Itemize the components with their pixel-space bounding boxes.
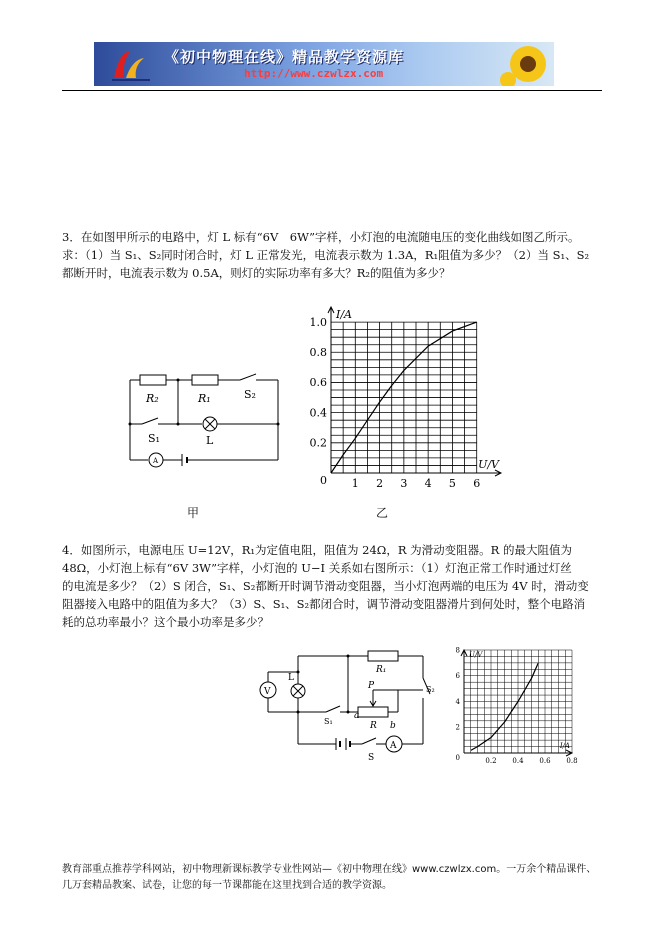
label-s1: S₁ — [324, 717, 333, 726]
q3-text — [62, 228, 607, 282]
y-tick-label: 1.0 — [309, 315, 327, 329]
x-tick-label: 2 — [376, 477, 384, 490]
y-tick-label: 4 — [455, 697, 460, 706]
y-axis-label: U/V — [469, 651, 483, 659]
label-s2: S₂ — [244, 388, 256, 401]
caption-yi: 乙 — [376, 506, 389, 520]
y-tick-label: 0.6 — [309, 376, 327, 390]
label-voltmeter: V — [264, 687, 271, 697]
site-title: 《初中物理在线》精品教学资源库 — [164, 48, 405, 66]
site-logo — [110, 48, 154, 82]
x-axis-label: I/A — [559, 742, 570, 750]
x-axis-label: U/V — [478, 458, 499, 471]
q4-line: 阻器接入电路中的阻值为多大？（3）S、S₁、S₂都闭合时，调节滑动变阻器滑片到何处时，整个电路消 — [62, 597, 586, 611]
chart-voltage-current — [444, 640, 594, 768]
q4-text — [62, 541, 607, 631]
label-r1: R₁ — [376, 665, 387, 675]
q4-line: 48Ω，小灯泡上标有“6V 3W”字样，小灯泡的 U−I 关系如右图所示：（1）灯泡正常工作时通过灯丝 — [62, 561, 572, 575]
site-url[interactable]: http://www.czwlzx.com — [244, 67, 384, 80]
chart-current-voltage — [300, 296, 500, 496]
label-p: P — [368, 681, 375, 691]
label-a: a — [354, 711, 360, 721]
x-tick-label: 0.2 — [485, 757, 497, 765]
circuit-diagram-jia — [126, 368, 286, 478]
y-tick-label: 8 — [455, 646, 460, 655]
header-banner — [94, 42, 554, 86]
origin-label: 0 — [320, 474, 327, 487]
label-b: b — [390, 721, 396, 731]
y-tick-label: 2 — [455, 723, 460, 732]
caption-jia: 甲 — [187, 506, 200, 520]
y-tick-label: 0.2 — [309, 436, 327, 450]
label-r1: R₁ — [198, 392, 211, 405]
footer — [62, 862, 607, 894]
footer-line: 教育部重点推荐学科网站，初中物理新课标教学专业性网站—《初中物理在线》www.czwlzx.com。一万余个精品课件、 — [62, 864, 597, 875]
x-tick-label: 1 — [351, 477, 359, 490]
label-lamp: L — [206, 434, 214, 447]
q3-line: 求：（1）当 S₁、S₂同时闭合时，灯 L 正常发光，电流表示数为 1.3A，R₁阻值为多少？（2）当 S₁、S₂ — [62, 248, 590, 262]
y-tick-label: 0.4 — [309, 406, 327, 420]
label-r2: R₂ — [146, 392, 159, 405]
x-tick-label: 6 — [473, 477, 481, 490]
x-tick-label: 5 — [448, 477, 456, 490]
q4-line: 的电流是多少？（2）S 闭合，S₁、S₂都断开时调节滑动变阻器，当小灯泡两端的电压为 4V 时，滑动变 — [62, 579, 589, 593]
label-s2: S₂ — [426, 685, 435, 694]
y-tick-label: 0.8 — [309, 345, 327, 359]
q3-line: 3．在如图甲所示的电路中，灯 L 标有“6V 6W”字样，小灯泡的电流随电压的变化曲线如图乙所示。 — [62, 230, 580, 244]
header-rule — [62, 90, 602, 91]
sunflower-image — [498, 42, 550, 86]
q4-line: 耗的总功率最小？这个最小功率是多少？ — [62, 615, 269, 629]
label-ammeter: A — [390, 741, 397, 751]
x-tick-label: 0.8 — [566, 757, 578, 765]
label-l: L — [288, 673, 294, 683]
x-tick-label: 3 — [400, 477, 408, 490]
y-axis-label: I/A — [336, 308, 352, 321]
label-r: R — [370, 721, 377, 731]
y-tick-label: 6 — [455, 672, 460, 681]
label-s: S — [368, 753, 375, 763]
circuit-diagram-q4 — [258, 648, 438, 764]
x-tick-label: 0.4 — [512, 757, 524, 765]
footer-line: 几万套精品教案、试卷，让您的每一节课都能在这里找到合适的教学资源。 — [62, 880, 392, 891]
origin-label: 0 — [455, 754, 460, 762]
x-tick-label: 0.6 — [539, 757, 551, 765]
x-tick-label: 4 — [424, 477, 432, 490]
q4-line: 4．如图所示，电源电压 U=12V，R₁为定值电阻，阻值为 24Ω，R 为滑动变阻器。R 的最大阻值为 — [62, 543, 572, 557]
q3-line: 都断开时，电流表示数为 0.5A，则灯的实际功率有多大？R₂的阻值为多少？ — [62, 266, 451, 280]
label-s1: S₁ — [148, 432, 160, 445]
label-ammeter: A — [153, 457, 159, 465]
